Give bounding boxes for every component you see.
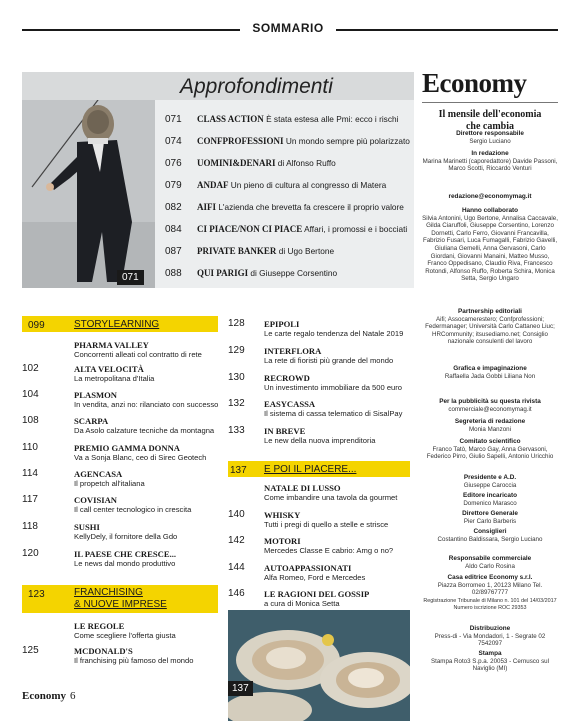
entry-head: IN BREVE xyxy=(264,426,306,436)
entry-head: MCDONALD'S xyxy=(74,646,133,656)
entry-sub: a cura di Monica Setta xyxy=(264,599,340,608)
item-head: CONFPROFESSIONI xyxy=(197,136,284,146)
band-label: FRANCHISING xyxy=(74,587,143,598)
credit-block: Per la pubblicità su questa rivista commerciale@economymag.it xyxy=(439,398,541,413)
entry-sub: Un investimento immobiliare da 500 euro xyxy=(264,383,403,392)
entry-sub: Le carte regalo tendenza del Natale 2019 xyxy=(264,329,404,338)
entry-head: WHISKY xyxy=(264,510,301,520)
credit-block: In redazione Marina Marinetti (caporedattore) Davide Passoni, Marco Scotti, Riccardo Venturi xyxy=(422,150,558,173)
page-number: 117 xyxy=(22,494,38,505)
entry-sub: Le news dal mondo produttivo xyxy=(74,559,176,568)
credit-block: Registrazione Tribunale di Milano n. 101 del 14/03/2017 Numero iscrizione ROC 29353 xyxy=(423,598,557,611)
page-number: 102 xyxy=(22,363,39,374)
entry-sub: Come scegliere l'offerta giusta xyxy=(74,631,176,640)
entry-head: LE REGOLE xyxy=(74,621,125,631)
credit-block: Hanno collaborato Silvia Antonini, Ugo Bertone, Annalisa Caccavale, Gilda Ciaruffoli, Giuseppe Corsentino, Lorenzo Dornetti, Carlo Ferro, Giovanni Francavilla, Fabrizio Fusari, Luca Fumagalli, Fabrizio Gavelli, Giuliana Gemelli, Anna Gervasoni, Carlo Giordani, Giovanni Manaini, Matteo Musso, Franco Oppedisano, Claudio Riva, Francesco Rotondi, Alfonso Ruffo, Roberta Schira, Monica Setta, Sergio Ungaro xyxy=(422,207,558,283)
credit-block: Grafica e impaginazione Raffaella Jada Gobbi Liliana Non xyxy=(444,365,536,380)
entry-head: IL PAESE CHE CRESCE... xyxy=(74,549,177,559)
entry-sub: Il franchising più famoso del mondo xyxy=(74,656,194,665)
entry-head: LE RAGIONI DEL GOSSIP xyxy=(264,589,370,599)
entry-head: PLASMON xyxy=(74,390,117,400)
item-text: È stata estesa alle Pmi: ecco i rischi xyxy=(263,114,399,124)
approfondimenti-title: Approfondimenti xyxy=(180,75,333,98)
credit-block: Stampa Stampa Roto3 S.p.a. 20053 - Cernusco sul Naviglio (MI) xyxy=(431,650,549,673)
page-number: 084 xyxy=(165,224,182,235)
entry-sub: La metropolitana d'Italia xyxy=(74,374,155,383)
item-head: CLASS ACTION xyxy=(197,114,264,124)
page-number: 129 xyxy=(228,345,245,356)
oysters-photo xyxy=(228,610,410,721)
list-item[interactable] xyxy=(165,158,415,169)
page-number: 128 xyxy=(228,318,245,329)
toc-entry[interactable] xyxy=(22,390,218,412)
band-label: & NUOVE IMPRESE xyxy=(74,599,167,610)
page-number: 108 xyxy=(22,415,39,426)
band-franchising[interactable] xyxy=(22,585,218,613)
page-number: 132 xyxy=(228,398,245,409)
entry-head: SUSHI xyxy=(74,522,100,532)
photo-page-badge: 137 xyxy=(228,681,253,696)
approfondimenti-list xyxy=(155,100,414,288)
item-head: ANDAF xyxy=(197,180,229,190)
entry-sub: Tutti i pregi di quello a stelle e strisce xyxy=(264,520,389,529)
toc-entry[interactable] xyxy=(22,549,218,571)
entry-head: AUTOAPPASSIONATI xyxy=(264,563,352,573)
credit-block[interactable]: redazione@economymag.it xyxy=(448,193,532,200)
page-number: 082 xyxy=(165,202,182,213)
toc-entry[interactable] xyxy=(228,346,410,368)
item-head: UOMINI&DENARI xyxy=(197,158,276,168)
item-head: QUI PARIGI xyxy=(197,268,249,278)
page-number: 140 xyxy=(228,509,245,520)
page-number: 6 xyxy=(70,690,76,702)
list-item[interactable] xyxy=(165,224,415,235)
entry-head: MOTORI xyxy=(264,536,301,546)
entry-head: PHARMA VALLEY xyxy=(74,340,149,350)
credit-block: Partnership editoriali Aifi; Assocamerestero; Confprofessioni; Federmanager; Università Carlo Cattaneo Liuc; HRCommunity; itsusediamo.net; Consiglio nazionale consulenti del lavoro xyxy=(425,308,555,346)
toc-entry[interactable] xyxy=(228,426,410,448)
list-item[interactable] xyxy=(165,246,415,257)
page-number: 125 xyxy=(22,645,39,656)
credit-block: Segreteria di redazione Monia Manzoni xyxy=(454,418,526,433)
toc-entry[interactable] xyxy=(228,373,410,395)
masthead xyxy=(422,68,558,133)
band-label: STORYLEARNING xyxy=(74,319,160,330)
credit-block: Comitato scientifico Franco Tatò, Marco Gay, Anna Gervasoni, Federico Pirro, Giulio Sapelli, Antonio Uricchio xyxy=(426,438,554,461)
band-page: 099 xyxy=(28,320,45,331)
page-number: 071 xyxy=(165,114,182,125)
toc-entry[interactable] xyxy=(22,443,218,465)
entry-sub: Alfa Romeo, Ford e Mercedes xyxy=(264,573,366,582)
item-text: L'azienda che brevetta fa crescere il proprio valore xyxy=(216,202,404,212)
page-number: 120 xyxy=(22,548,39,559)
page-number: 142 xyxy=(228,535,245,546)
page-number: 088 xyxy=(165,268,182,279)
toc-entry[interactable] xyxy=(228,399,410,421)
credit-block: Casa editrice Economy s.r.l. Piazza Borromeo 1, 20123 Milano Tel. 02/89767777 xyxy=(437,574,543,597)
fencer-photo xyxy=(22,72,155,288)
list-item[interactable] xyxy=(165,202,415,213)
page-number: 110 xyxy=(22,442,38,453)
credit-block: Responsabile commerciale Aldo Carlo Rosina xyxy=(448,555,532,570)
entry-sub: Va a Sonja Blanc, ceo di Sirec Geotech xyxy=(74,453,207,462)
page-number: 144 xyxy=(228,562,245,573)
entry-head: PREMIO GAMMA DONNA xyxy=(74,443,180,453)
page-number: 118 xyxy=(22,521,38,532)
header-rule-left xyxy=(22,29,240,31)
page-number: 087 xyxy=(165,246,182,257)
entry-head: EPIPOLI xyxy=(264,319,300,329)
entry-sub: Come imbandire una tavola da gourmet xyxy=(264,493,398,502)
credit-block: Editore incaricato Domenico Marasco xyxy=(463,492,517,507)
header-rule-right xyxy=(336,29,558,31)
photo-page-badge: 071 xyxy=(117,270,144,285)
entry-sub: Concorrenti alleati col contratto di rete xyxy=(74,350,202,359)
toc-entry[interactable] xyxy=(228,319,410,341)
page-number: 079 xyxy=(165,180,182,191)
page-number: 076 xyxy=(165,158,182,169)
item-text: di Ugo Bertone xyxy=(276,246,335,256)
item-text: Un mondo sempre più polarizzato xyxy=(283,136,410,146)
toc-entry[interactable] xyxy=(22,416,218,438)
toc-entry[interactable] xyxy=(228,589,410,611)
entry-head: EASYCASSA xyxy=(264,399,316,409)
credit-block: Direttore Generale Pier Carlo Barberis xyxy=(462,510,518,525)
toc-entry[interactable] xyxy=(228,563,410,585)
entry-sub: La rete di fioristi più grande del mondo xyxy=(264,356,394,365)
oysters-illustration xyxy=(228,610,410,721)
list-item[interactable] xyxy=(165,268,415,279)
item-head: PRIVATE BANKER xyxy=(197,246,277,256)
entry-sub: Il call center tecnologico in crescita xyxy=(74,505,192,514)
economy-logo: Economy xyxy=(422,68,527,98)
entry-head: COVISIAN xyxy=(74,495,117,505)
band-piacere[interactable] xyxy=(228,461,410,477)
toc-entry[interactable] xyxy=(22,646,218,668)
logo-divider xyxy=(422,102,558,103)
toc-entry[interactable] xyxy=(22,522,218,544)
list-item[interactable] xyxy=(165,180,415,191)
entry-sub: Mercedes Classe E cabrio: Amg o no? xyxy=(264,546,394,555)
footer-logo: Economy 6 xyxy=(22,690,76,702)
entry-head: SCARPA xyxy=(74,416,109,426)
item-text: di Giuseppe Corsentino xyxy=(248,268,338,278)
entry-sub: Il propetch all'italiana xyxy=(74,479,145,488)
entry-head: INTERFLORA xyxy=(264,346,322,356)
band-label: E POI IL PIACERE... xyxy=(264,464,357,475)
list-item[interactable] xyxy=(165,136,415,147)
credit-block: Consiglieri Costantino Baldissara, Sergio Luciano xyxy=(437,528,543,543)
toc-entry[interactable] xyxy=(22,340,218,362)
section-title: SOMMARIO xyxy=(252,21,324,35)
toc-entry[interactable] xyxy=(22,495,218,517)
entry-sub: Le new della nuova imprenditoria xyxy=(264,436,376,445)
entry-head: AGENCASA xyxy=(74,469,123,479)
entry-head: RECROWD xyxy=(264,373,310,383)
page-number: 104 xyxy=(22,389,39,400)
fencer-illustration xyxy=(22,72,155,288)
credit-block: Direttore responsabile Sergio Luciano xyxy=(456,130,524,145)
toc-entry[interactable] xyxy=(228,483,410,505)
toc-entry[interactable] xyxy=(22,621,218,643)
item-text: di Alfonso Ruffo xyxy=(275,158,336,168)
entry-head: NATALE DI LUSSO xyxy=(264,483,341,493)
entry-sub: Il sistema di cassa telematico di SisalPay xyxy=(264,409,403,418)
approfondimenti-header xyxy=(22,72,414,100)
band-storylearning[interactable] xyxy=(22,316,218,332)
toc-entry[interactable] xyxy=(22,364,218,386)
page-number: 146 xyxy=(228,588,245,599)
band-page: 123 xyxy=(28,589,45,600)
band-page: 137 xyxy=(230,465,247,476)
entry-sub: Da Asolo calzature tecniche da montagna xyxy=(74,426,215,435)
list-item[interactable] xyxy=(165,114,415,125)
item-text: Un pieno di cultura al congresso di Matera xyxy=(228,180,387,190)
section-header xyxy=(0,0,580,52)
item-text: Affari, i promossi e i bocciati xyxy=(302,224,408,234)
page-number: 133 xyxy=(228,425,245,436)
entry-sub: In vendita, anzi no: rilanciato con successo xyxy=(74,400,219,409)
page-number: 130 xyxy=(228,372,245,383)
item-head: AIFI xyxy=(197,202,217,212)
toc-entry[interactable] xyxy=(228,536,410,558)
item-head: CI PIACE/NON CI PIACE xyxy=(197,224,303,234)
credit-block: Distribuzione Press-di - Via Mondadori, 1 - Segrate 02 7542097 xyxy=(434,625,546,648)
page-number: 114 xyxy=(22,468,38,479)
toc-entry[interactable] xyxy=(22,469,218,491)
toc-entry[interactable] xyxy=(228,510,410,532)
tagline: Il mensile dell'economia che cambia xyxy=(438,109,542,132)
credit-block: Presidente e A.D. Giuseppe Caroccia xyxy=(463,474,517,489)
entry-sub: KellyDely, il fornitore della Gdo xyxy=(74,532,178,541)
page-number: 074 xyxy=(165,136,182,147)
entry-head: ALTA VELOCITÀ xyxy=(74,364,144,374)
